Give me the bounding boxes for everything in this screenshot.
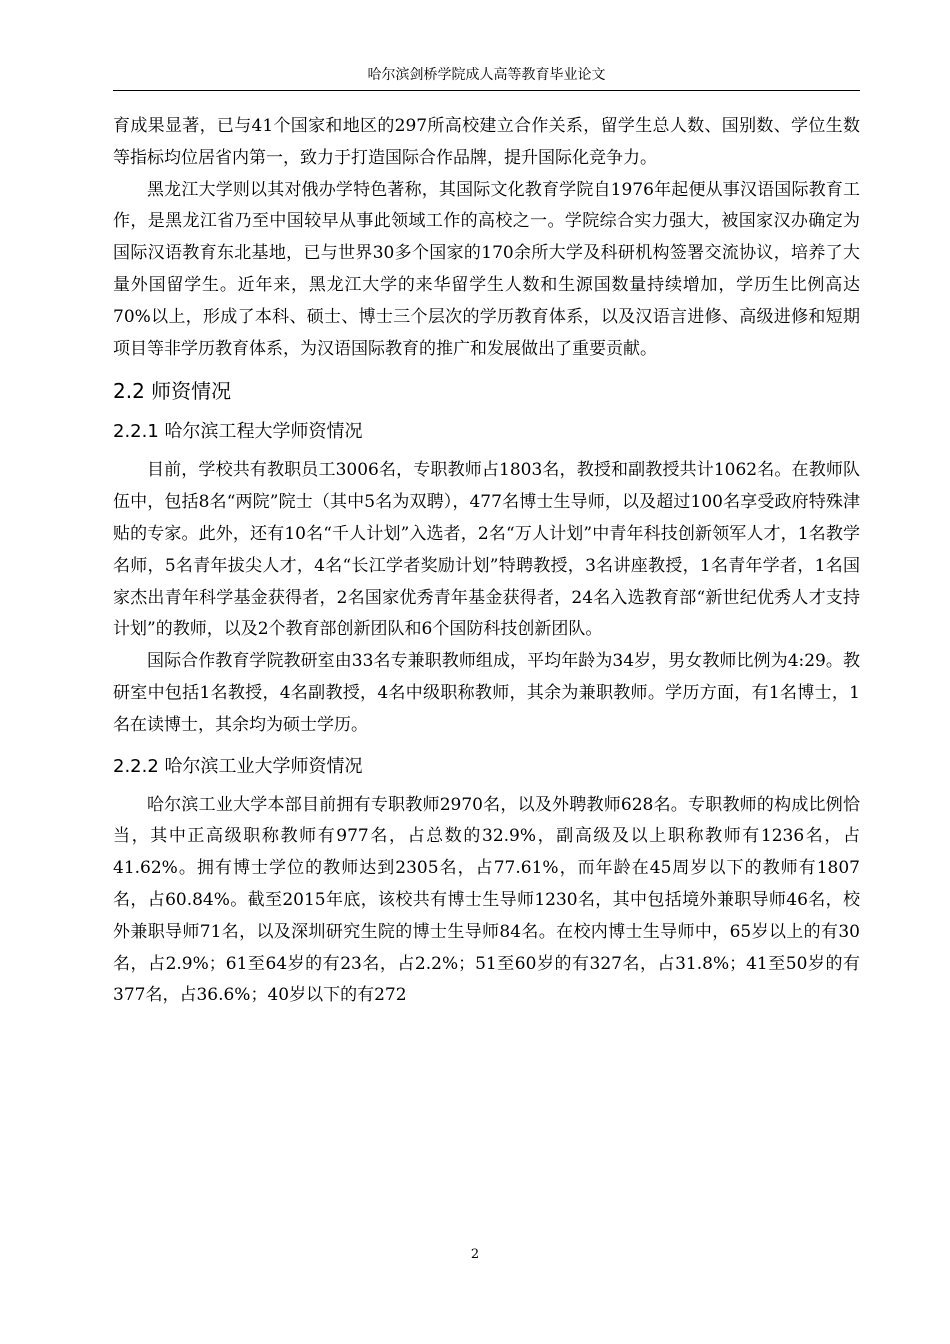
- section-heading-2-2: 2.2 师资情况: [113, 379, 232, 404]
- paragraph-international-college-faculty: 国际合作教育学院教研室由33名专兼职教师组成，平均年龄为34岁，男女教师比例为4:29。教研室中包括1名教授，4名副教授，4名中级职称教师，其余为兼职教师。学历方面，有1名博士，1名在读博士，其余均为硕士学历。: [113, 651, 860, 735]
- header-title: 哈尔滨剑桥学院成人高等教育毕业论文: [367, 67, 606, 83]
- paragraph-heu-faculty: 目前，学校共有教职员工3006名，专职教师占1803名，教授和副教授共计1062名。在教师队伍中，包括8名“两院”院士（其中5名为双聘），477名博士生导师，以及超过100名享受政府特殊津贴的专家。此外，还有10名“千人计划”入选者，2名“万人计划”中青年科技创新领军人才，1名教学名师，5名青年拔尖人才，4名“长江学者奖励计划”特聘教授，3名讲座教授，1名青年学者，1名国家杰出青年科学基金获得者，2名国家优秀青年基金获得者，24名入选教育部“新世纪优秀人才支持计划”的教师，以及2个教育部创新团队和6个国防科技创新团队。: [113, 460, 860, 640]
- section-heading-2-2-2: 2.2.2 哈尔滨工业大学师资情况: [113, 755, 363, 777]
- paragraph-heilongjiang-university: 黑龙江大学则以其对俄办学特色著称，其国际文化教育学院自1976年起便从事汉语国际教育工作，是黑龙江省乃至中国较早从事此领域工作的高校之一。学院综合实力强大，被国家汉办确定为国际汉语教育东北基地，已与世界30多个国家的170余所大学及科研机构签署交流协议，培养了大量外国留学生。近年来，黑龙江大学的来华留学生人数和生源国数量持续增加，学历生比例高达70%以上，形成了本科、硕士、博士三个层次的学历教育体系，以及汉语言进修、高级进修和短期项目等非学历教育体系，为汉语国际教育的推广和发展做出了重要贡献。: [113, 179, 860, 359]
- running-header: [113, 60, 860, 91]
- paragraph-continuation: 育成果显著，已与41个国家和地区的297所高校建立合作关系，留学生总人数、国别数、学位生数等指标均位居省内第一，致力于打造国际合作品牌，提升国际化竞争力。: [113, 116, 860, 168]
- section-heading-2-2-1: 2.2.1 哈尔滨工程大学师资情况: [113, 421, 363, 443]
- paragraph-hit-faculty: 哈尔滨工业大学本部目前拥有专职教师2970名，以及外聘教师628名。专职教师的构成比例恰当，其中正高级职称教师有977名，占总数的32.9%，副高级及以上职称教师有1236名，占41.62%。拥有博士学位的教师达到2305名，占77.61%，而年龄在45周岁以下的教师有1807名，占60.84%。截至2015年底，该校共有博士生导师1230名，其中包括境外兼职导师46名，校外兼职导师71名，以及深圳研究生院的博士生导师84名。在校内博士生导师中，65岁以上的有30名，占2.9%；61至64岁的有23名，占2.2%；51至60岁的有327名，占31.8%；41至50岁的有377名，占36.6%；40岁以下的有272: [113, 794, 860, 1006]
- document-body: [113, 111, 860, 1012]
- page-number: 2: [470, 1247, 480, 1262]
